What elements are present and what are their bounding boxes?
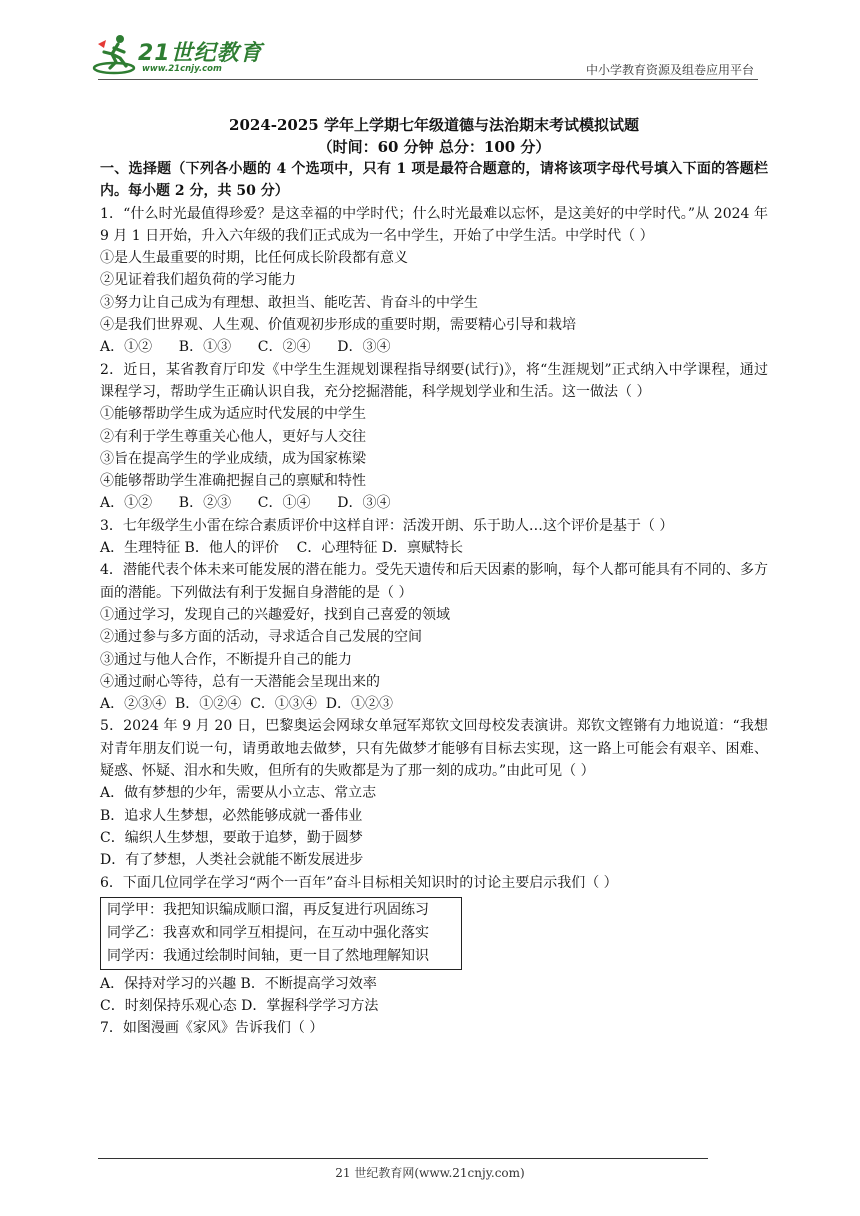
answer-choice: C．时刻保持乐观心态 D．掌握科学学习方法 xyxy=(100,998,379,1015)
question-5-stem: 5．2024 年 9 月 20 日，巴黎奥运会网球女单冠军郑钦文回母校发表演讲。郑钦文铿锵有力地说道：“我想对青年朋友们说一句，请勇敢地去做梦，只有先做梦才能够有目标去实现，这一路上可能会有艰辛、困难、疑惑、怀疑、泪水和失败，但所有的失败都是为了那一刻的成功。”由此可见（ ） xyxy=(100,718,768,780)
answer-choice: C．编织人生梦想，要敢于追梦，勤于圆梦 xyxy=(100,829,363,846)
question-2-options: A．①② B．②③ C．①④ D．③④ xyxy=(100,495,391,512)
list-item: ②有利于学生尊重关心他人，更好与人交往 xyxy=(100,428,366,445)
logo-text: 21世纪教育 xyxy=(138,41,263,66)
answer-choice: B．追求人生梦想，必然能够成就一番伟业 xyxy=(100,807,363,824)
discussion-line: 同学甲：我把知识编成顺口溜，再反复进行巩固练习 xyxy=(107,901,429,918)
discussion-line: 同学乙：我喜欢和同学互相提问，在互动中强化落实 xyxy=(107,924,429,941)
list-item: ①通过学习，发现自己的兴趣爱好，找到自己喜爱的领域 xyxy=(100,606,450,623)
runner-icon xyxy=(92,32,138,76)
list-item: ①能够帮助学生成为适应时代发展的中学生 xyxy=(100,406,366,423)
question-7-stem: 7．如图漫画《家风》告诉我们（ ） xyxy=(100,1020,324,1037)
list-item: ③通过与他人合作，不断提升自己的能力 xyxy=(100,651,352,668)
list-item: ④能够帮助学生准确把握自己的禀赋和特性 xyxy=(100,473,366,490)
list-item: ②见证着我们超负荷的学习能力 xyxy=(100,272,296,289)
question-1-stem: 1．“什么时光最值得珍爱？是这幸福的中学时代；什么时光最难以忘怀，是这美好的中学时代。”从 2024 年 9 月 1 日开始，升入六年级的我们正式成为一名中学生，开始了中学生活。中学时代（ ） xyxy=(100,205,768,244)
question-1-options: A．①② B．①③ C．②④ D．③④ xyxy=(100,339,391,356)
page-header xyxy=(0,0,860,90)
question-3-stem: 3．七年级学生小雷在综合素质评价中这样自评：活泼开朗、乐于助人…这个评价是基于（ ） xyxy=(100,517,674,534)
discussion-box xyxy=(100,897,462,970)
question-6-stem: 6．下面几位同学在学习“两个一百年”奋斗目标相关知识时的讨论主要启示我们（ ） xyxy=(100,874,618,891)
platform-name: 中小学教育资源及组卷应用平台 xyxy=(585,63,754,77)
answer-choice: A．做有梦想的少年，需要从小立志、常立志 xyxy=(100,785,377,802)
list-item: ②通过参与多方面的活动，寻求适合自己发展的空间 xyxy=(100,629,422,646)
exam-subtitle: （时间：60 分钟 总分：100 分） xyxy=(317,138,551,156)
question-3-options: A．生理特征 B．他人的评价 C．心理特征 D．禀赋特长 xyxy=(100,540,464,557)
exam-title: 2024-2025 学年上学期七年级道德与法治期末考试模拟试题 xyxy=(229,116,639,134)
footer-divider xyxy=(98,1158,708,1159)
list-item: ④是我们世界观、人生观、价值观初步形成的重要时期，需要精心引导和栽培 xyxy=(100,317,576,334)
answer-choice: A．保持对学习的兴趣 B．不断提高学习效率 xyxy=(100,975,377,992)
question-4-stem: 4．潜能代表个体未来可能发展的潜在能力。受先天遗传和后天因素的影响，每个人都可能具有不同的、多方面的潜能。下列做法有利于发掘自身潜能的是（ ） xyxy=(100,562,768,601)
exam-content xyxy=(100,114,768,1040)
list-item: ③旨在提高学生的学业成绩，成为国家栋梁 xyxy=(100,450,366,467)
section-heading: 一、选择题（下列各小题的 4 个选项中，只有 1 项是最符合题意的，请将该项字母代号填入下面的答题栏内。每小题 2 分，共 50 分） xyxy=(100,161,768,200)
list-item: ③努力让自己成为有理想、敢担当、能吃苦、肯奋斗的中学生 xyxy=(100,294,478,311)
question-4-options: A．②③④ B．①②④ C．①③④ D．①②③ xyxy=(100,696,394,713)
list-item: ④通过耐心等待，总有一天潜能会呈现出来的 xyxy=(100,673,380,690)
question-2-stem: 2．近日，某省教育厅印发《中学生生涯规划课程指导纲要(试行)》，将“生涯规划”正式纳入中学课程，通过课程学习，帮助学生正确认识自我，充分挖掘潜能，科学规划学业和生活。这一做法（ ） xyxy=(100,361,768,400)
list-item: ①是人生最重要的时期，比任何成长阶段都有意义 xyxy=(100,250,408,267)
page-footer[interactable]: 21 世纪教育网(www.21cnjy.com) xyxy=(335,1166,525,1180)
header-divider xyxy=(98,79,758,80)
answer-choice: D．有了梦想，人类社会就能不断发展进步 xyxy=(100,852,364,869)
site-logo[interactable] xyxy=(92,30,262,80)
logo-url: www.21cnjy.com xyxy=(142,64,222,74)
discussion-line: 同学丙：我通过绘制时间轴，更一目了然地理解知识 xyxy=(107,947,429,964)
